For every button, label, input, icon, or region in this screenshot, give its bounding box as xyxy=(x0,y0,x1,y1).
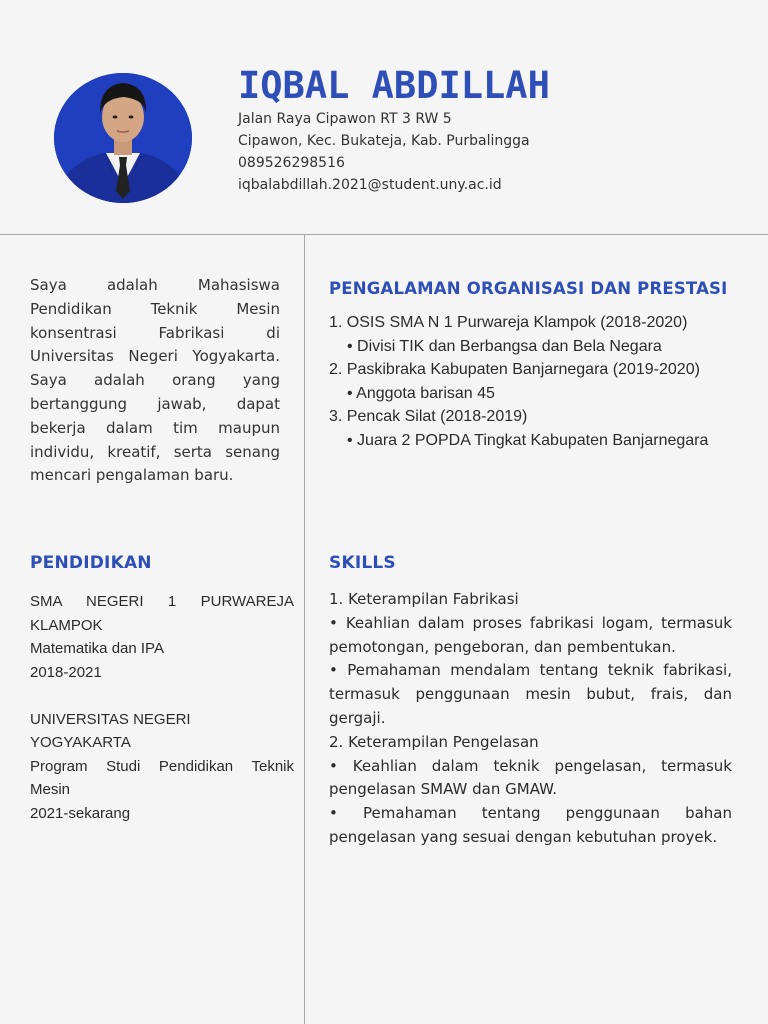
school-name: SMA NEGERI 1 PURWAREJA KLAMPOK xyxy=(30,593,294,634)
email-address: iqbalabdillah.2021@student.uny.ac.id xyxy=(238,177,502,193)
list-item-detail: • Anggota barisan 45 xyxy=(347,384,495,402)
school-major: Matematika dan IPA xyxy=(30,640,164,657)
school-name: UNIVERSITAS NEGERI YOGYAKARTA xyxy=(30,710,191,751)
skills-list xyxy=(329,588,732,850)
skill-detail: • Pemahaman mendalam tentang teknik fabrikasi, termasuk penggunaan mesin bubut, frais, dan gergaji. xyxy=(329,661,732,727)
list-item-detail: • Juara 2 POPDA Tingkat Kabupaten Banjarnegara xyxy=(347,431,709,449)
skill-detail: • Pemahaman tentang penggunaan bahan pengelasan yang sesuai dengan kebutuhan proyek. xyxy=(329,804,732,846)
profile-photo xyxy=(54,73,192,203)
list-item: 2. Paskibraka Kabupaten Banjarnegara (2019-2020) xyxy=(329,361,700,378)
person-name: IQBAL ABDILLAH xyxy=(238,64,550,107)
education-entry xyxy=(30,590,294,684)
list-item: 3. Pencak Silat (2018-2019) xyxy=(329,408,528,425)
education-list xyxy=(30,590,294,849)
contact-info xyxy=(238,108,530,196)
organization-section-title: PENGALAMAN ORGANISASI DAN PRESTASI xyxy=(329,279,728,298)
education-section-title: PENDIDIKAN xyxy=(30,553,152,573)
list-item: 1. OSIS SMA N 1 Purwareja Klampok (2018-2020) xyxy=(329,314,688,331)
education-entry xyxy=(30,708,294,826)
skill-heading: 2. Keterampilan Pengelasan xyxy=(329,732,539,751)
phone-number: 089526298516 xyxy=(238,155,345,171)
vertical-divider xyxy=(304,235,305,1024)
address-line-2: Cipawon, Kec. Bukateja, Kab. Purbalingga xyxy=(238,133,530,149)
school-major: Program Studi Pendidikan Teknik Mesin xyxy=(30,757,294,798)
skill-heading: 1. Keterampilan Fabrikasi xyxy=(329,590,519,608)
about-text: Saya adalah Mahasiswa Pendidikan Teknik Mesin konsentrasi Fabrikasi di Universitas Negeri Yogyakarta. Saya adalah orang yang bertanggung jawab, dapat bekerja dalam tim maupun individu, kreatif, serta senang mencari pengalaman baru. xyxy=(30,276,280,485)
school-years: 2021-sekarang xyxy=(30,804,131,822)
skills-section-title: SKILLS xyxy=(329,553,396,573)
horizontal-divider xyxy=(0,234,768,235)
list-item-detail: • Divisi TIK dan Berbangsa dan Bela Negara xyxy=(347,337,662,355)
address-line-1: Jalan Raya Cipawon RT 3 RW 5 xyxy=(238,111,452,127)
skill-detail: • Keahlian dalam teknik pengelasan, termasuk pengelasan SMAW dan GMAW. xyxy=(329,756,732,799)
person-portrait-icon xyxy=(54,73,192,203)
school-years: 2018-2021 xyxy=(30,663,102,681)
organization-list xyxy=(329,311,749,452)
skill-detail: • Keahlian dalam proses fabrikasi logam, termasuk pemotongan, pengeboran, dan pembentukan. xyxy=(329,613,732,656)
